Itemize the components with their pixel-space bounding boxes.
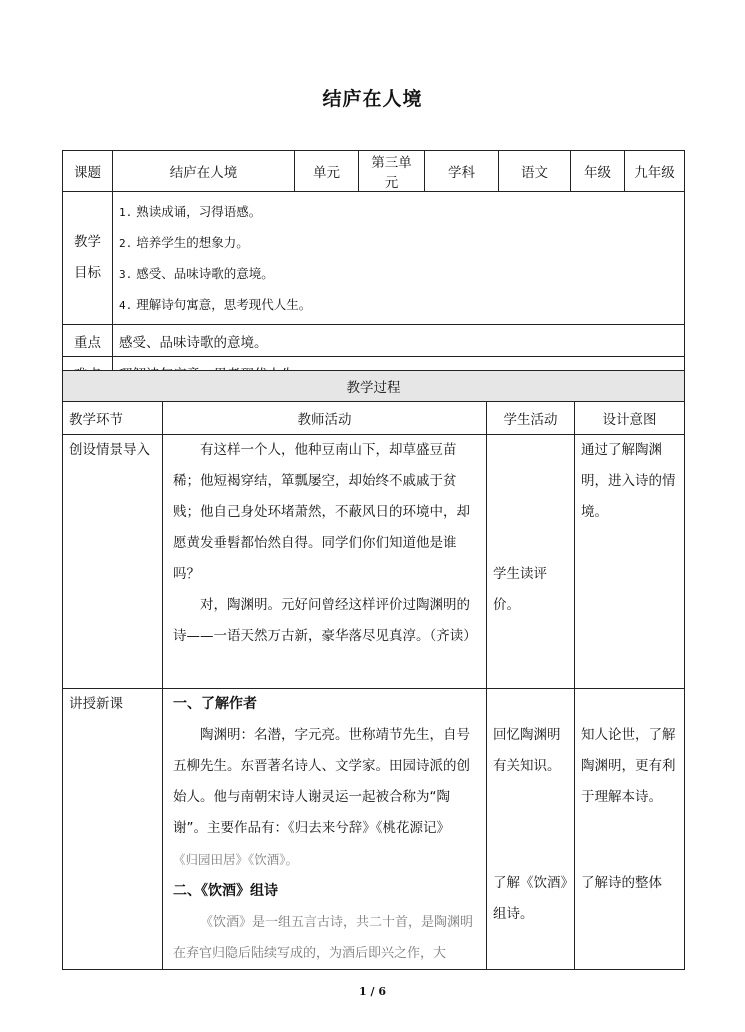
- process-row-intro: [63, 435, 685, 689]
- goal-item: 3. 感受、品味诗歌的意境。: [119, 266, 274, 281]
- course-value: 结庐在人境: [113, 151, 295, 192]
- intent-new-1: 知人论世，了解陶渊明，更有利于理解本诗。: [581, 727, 676, 805]
- intent-intro: 通过了解陶渊明，进入诗的情境。: [575, 435, 685, 689]
- section-heading-poems: 二、《饮酒》组诗: [173, 883, 278, 899]
- section-heading-author: 一、了解作者: [173, 696, 257, 712]
- process-title: 教学过程: [63, 371, 685, 402]
- student-intro: 学生读评价。: [487, 435, 575, 689]
- teacher-intro-p2: 对，陶渊明。元好问曾经这样评价过陶渊明的诗——一语天然万古新，豪华落尽见真淳。（齐读）: [173, 597, 477, 644]
- teacher-intro: [163, 435, 487, 689]
- unit-value: 第三单元: [359, 151, 425, 192]
- header-teacher: 教师活动: [163, 402, 487, 435]
- teacher-new-p2: 《饮酒》是一组五言古诗，共二十首，是陶渊明在弃官归隐后陆续写成的，为酒后即兴之作，大: [173, 915, 474, 961]
- stage-intro: 创设情景导入: [63, 435, 163, 689]
- key-text: 感受、品味诗歌的意境。: [113, 325, 685, 357]
- goals-label: [63, 192, 113, 325]
- teacher-new-p1: 陶渊明：名潜，字元亮。世称靖节先生，自号五柳先生。东晋著名诗人、文学家。田园诗派的创始人。他与南朝宋诗人谢灵运一起被合称为“陶谢”。主要作品有：《归去来兮辞》《桃花源记》 《归园田居》《饮酒》。: [173, 727, 470, 867]
- subject-label: 学科: [425, 151, 499, 192]
- goal-item: 1. 熟读成诵，习得语感。: [119, 204, 262, 219]
- goals-row: [63, 192, 685, 325]
- process-table: [62, 370, 685, 970]
- process-row-new: [63, 689, 685, 970]
- subject-value: 语文: [499, 151, 571, 192]
- goal-item: 2. 培养学生的想象力。: [119, 235, 249, 250]
- intent-new-2: 了解诗的整体: [581, 875, 662, 891]
- teacher-intro-p1: 有这样一个人，他种豆南山下，却草盛豆苗稀；他短褐穿结，箪瓢屡空，却始终不戚戚于贫贱；他自己身处环堵萧然，不蔽风日的环境中，却愿黄发垂髫都怡然自得。同学们你们知道他是谁吗？: [173, 442, 470, 582]
- unit-label: 单元: [295, 151, 359, 192]
- grade-value: 九年级: [625, 151, 685, 192]
- header-stage: 教学环节: [63, 402, 163, 435]
- key-row: [63, 325, 685, 357]
- lesson-info-table: [62, 150, 685, 389]
- course-label: 课题: [63, 151, 113, 192]
- process-title-row: [63, 371, 685, 402]
- goals-label-line2: 目标: [74, 265, 101, 281]
- intent-new: [575, 689, 685, 970]
- grade-label: 年级: [571, 151, 625, 192]
- page-number: 1 / 6: [359, 985, 386, 998]
- header-intent: 设计意图: [575, 402, 685, 435]
- teacher-new: [163, 689, 487, 970]
- student-new-2: 了解《饮酒》组诗。: [493, 875, 568, 922]
- stage-new: 讲授新课: [63, 689, 163, 970]
- info-row: [63, 151, 685, 192]
- header-student: 学生活动: [487, 402, 575, 435]
- key-label: 重点: [63, 325, 113, 357]
- teacher-new-p1-tail: 《归园田居》《饮酒》。: [173, 852, 299, 867]
- document-title: 结庐在人境: [322, 88, 423, 110]
- goals-label-line1: 教学: [74, 234, 101, 250]
- process-header-row: [63, 402, 685, 435]
- student-new: [487, 689, 575, 970]
- goals-list: [113, 192, 685, 325]
- student-new-1: 回忆陶渊明有关知识。: [493, 727, 561, 774]
- goal-item: 4. 理解诗句寓意，思考现代人生。: [119, 297, 312, 312]
